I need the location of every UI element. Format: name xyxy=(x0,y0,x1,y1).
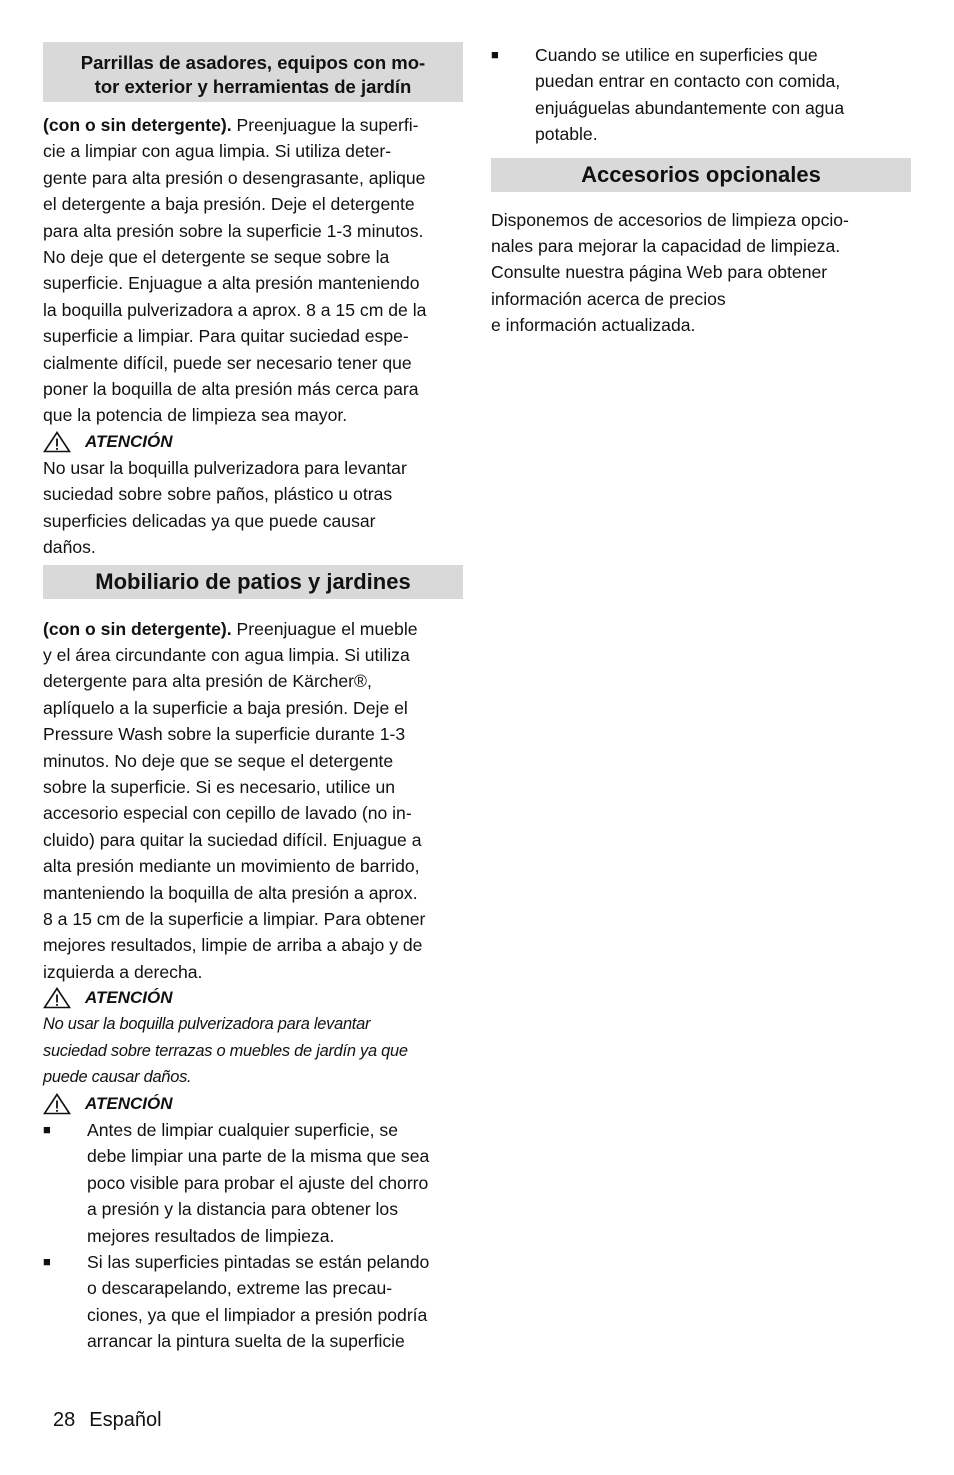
warning-label: ATENCIÓN xyxy=(85,1093,173,1113)
bullet-square-icon: ■ xyxy=(43,1121,51,1137)
body-line: gente para alta presión o desengrasante, aplique xyxy=(43,167,426,188)
list-item-text xyxy=(87,1117,463,1249)
warning-text-italic xyxy=(43,1011,463,1091)
body-line: Si las superficies pintadas se están pelando xyxy=(87,1252,430,1272)
body-line: y el área circundante con agua limpia. Si utiliza xyxy=(43,644,410,665)
body-line: ciones, ya que el limpiador a presión podría xyxy=(87,1304,428,1325)
body-line: superficies delicadas ya que puede causar xyxy=(43,510,376,531)
warning-heading xyxy=(43,429,463,455)
section-heading-grills xyxy=(43,42,463,102)
body-line: No usar la boquilla pulverizadora para levantar xyxy=(43,457,407,478)
list-item-text xyxy=(535,42,911,148)
body-text: Preenjuague el mueble xyxy=(231,618,418,639)
footer-language: Español xyxy=(89,1409,162,1431)
body-line: a presión y la distancia para obtener los xyxy=(87,1199,399,1220)
body-line: Consulte nuestra página Web para obtener xyxy=(491,262,828,283)
body-line: debe limpiar una parte de la misma que sea xyxy=(87,1146,430,1167)
accessories-body xyxy=(491,207,911,339)
bold-lead: (con o sin detergente). xyxy=(43,115,232,135)
body-line: Pressure Wash sobre la superficie durante 1-3 xyxy=(43,724,406,745)
body-line: izquierda a derecha. xyxy=(43,961,203,982)
body-line: mejores resultados de limpieza. xyxy=(87,1225,335,1246)
body-line: mejores resultados, limpie de arriba a abajo y de xyxy=(43,935,423,956)
body-line: daños. xyxy=(43,537,96,558)
warning-triangle-icon xyxy=(43,987,71,1009)
body-line: minutos. No deje que se seque el detergente xyxy=(43,750,394,771)
body-line: e información actualizada. xyxy=(491,315,696,336)
body-line: No usar la boquilla pulverizadora para levantar xyxy=(43,1015,371,1034)
body-line: información acerca de precios xyxy=(491,288,726,309)
body-line: enjuáguelas abundantemente con agua xyxy=(535,97,845,118)
warning-triangle-icon xyxy=(43,1093,71,1115)
body-line: suciedad sobre terrazas o muebles de jardín ya que xyxy=(43,1041,408,1060)
body-line: suciedad sobre sobre paños, plástico u otras xyxy=(43,484,393,505)
body-line: puede causar daños. xyxy=(43,1068,192,1087)
body-line: accesorio especial con cepillo de lavado (no in- xyxy=(43,803,412,824)
body-line xyxy=(43,616,463,642)
heading-line: tor exterior y herramientas de jardín xyxy=(94,76,412,97)
warning-text xyxy=(43,455,463,561)
warning-label: ATENCIÓN xyxy=(85,988,173,1008)
patio-body xyxy=(43,616,463,986)
right-column xyxy=(491,42,911,339)
list-item-text xyxy=(87,1249,463,1355)
warning-heading xyxy=(43,1091,463,1117)
body-line: No deje que el detergente se seque sobre la xyxy=(43,247,390,268)
body-line: sobre la superficie. Si es necesario, utilice un xyxy=(43,776,396,797)
body-line: cie a limpiar con agua limpia. Si utiliza deter- xyxy=(43,141,392,162)
section-heading-accessories: Accesorios opcionales xyxy=(491,158,911,192)
body-line: puedan entrar en contacto con comida, xyxy=(535,71,841,92)
grills-body xyxy=(43,112,463,429)
body-line: potable. xyxy=(535,124,598,145)
body-line: Disponemos de accesorios de limpieza opcio- xyxy=(491,209,849,230)
body-text: Preenjuague la superfi- xyxy=(231,115,419,135)
body-line: nales para mejorar la capacidad de limpieza. xyxy=(491,236,841,257)
list-item xyxy=(491,42,911,148)
left-column xyxy=(43,42,463,1355)
body-line: Antes de limpiar cualquier superficie, se xyxy=(87,1119,398,1140)
section-heading-patio: Mobiliario de patios y jardines xyxy=(43,565,463,599)
page-footer xyxy=(53,1406,176,1434)
body-line: poner la boquilla de alta presión más cerca para xyxy=(43,379,419,400)
body-line: arrancar la pintura suelta de la superficie xyxy=(87,1331,405,1352)
body-line: alta presión mediante un movimiento de barrido, xyxy=(43,856,420,877)
page-number: 28 xyxy=(53,1409,76,1431)
body-line: poco visible para probar el ajuste del chorro xyxy=(87,1172,429,1193)
body-line: detergente para alta presión de Kärcher®, xyxy=(43,671,372,692)
body-line: para alta presión sobre la superficie 1-3 minutos. xyxy=(43,220,424,241)
body-line: superficie. Enjuague a alta presión manteniendo xyxy=(43,273,420,294)
bullet-square-icon: ■ xyxy=(43,1254,51,1269)
heading-line: Parrillas de asadores, equipos con mo- xyxy=(80,52,426,73)
bullet-square-icon: ■ xyxy=(491,47,499,62)
bold-lead: (con o sin detergente). xyxy=(43,618,232,639)
warning-triangle-icon xyxy=(43,431,71,453)
body-line: que la potencia de limpieza sea mayor. xyxy=(43,405,348,426)
body-line: 8 a 15 cm de la superficie a limpiar. Para obtener xyxy=(43,908,426,929)
body-line: la boquilla pulverizadora a aprox. 8 a 15 cm de la xyxy=(43,299,427,320)
list-item xyxy=(43,1117,463,1249)
body-line: superficie a limpiar. Para quitar suciedad espe- xyxy=(43,326,409,347)
body-line: cialmente difícil, puede ser necesario tener que xyxy=(43,352,412,373)
warning-heading xyxy=(43,985,463,1011)
body-line: manteniendo la boquilla de alta presión a aprox. xyxy=(43,882,418,903)
body-line: aplíquelo a la superficie a baja presión. Deje el xyxy=(43,697,408,718)
warning-label: ATENCIÓN xyxy=(85,431,173,451)
body-line: cluido) para quitar la suciedad difícil. Enjuague a xyxy=(43,829,422,850)
list-item xyxy=(43,1249,463,1355)
body-line: o descarapelando, extreme las precau- xyxy=(87,1278,393,1299)
body-line xyxy=(43,112,463,138)
body-line: el detergente a baja presión. Deje el detergente xyxy=(43,194,415,215)
body-line: Cuando se utilice en superficies que xyxy=(535,45,818,65)
